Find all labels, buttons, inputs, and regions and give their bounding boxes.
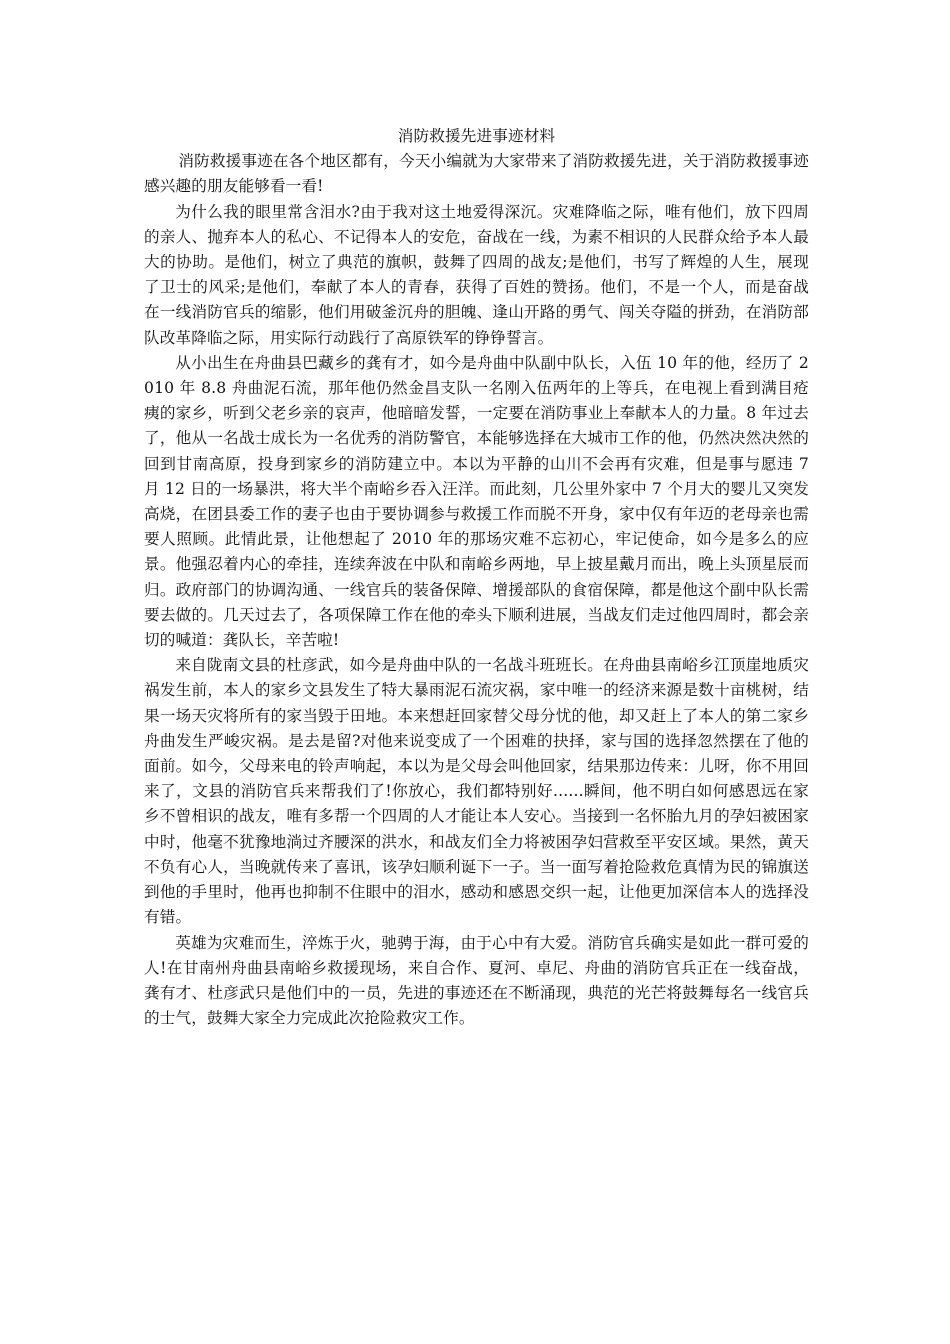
- paragraph-intro: 消防救援事迹在各个地区都有，今天小编就为大家带来了消防救援先进，关于消防救援事迹感兴趣的朋友能够看一看!: [144, 152, 809, 196]
- paragraph-why-tears: 为什么我的眼里常含泪水?由于我对这土地爱得深沉。灾难降临之际，唯有他们，放下四周的亲人、抛弃本人的私心、不记得本人的安危，奋战在一线，为素不相识的人民群众给予本人最大的协助。是他们，树立了典范的旗帜，鼓舞了四周的战友;是他们，书写了辉煌的人生，展现了卫士的风采;是他们，奉献了本人的青春，获得了百姓的赞扬。他们，不是一个人，而是奋战在一线消防官兵的缩影，他们用破釜沉舟的胆魄、逢山开路的勇气、闯关夺隘的拼劲，在消防部队改革降临之际，用实际行动践行了高原铁军的铮铮誓言。: [144, 202, 809, 347]
- document-title: 消防救援先进事迹材料: [397, 127, 556, 145]
- document-body: [144, 124, 809, 1031]
- paragraph-gong-youcai: 从小出生在舟曲县巴藏乡的龚有才，如今是舟曲中队副中队长，入伍 10 年的他，经历了 2010 年 8.8 舟曲泥石流，那年他仍然金昌支队一名刚入伍两年的上等兵，在电视上看到满目疮痍的家乡，听到父老乡亲的哀声，他暗暗发誓，一定要在消防事业上奉献本人的力量。8 年过去了，他从一名战士成长为一名优秀的消防警官，本能够选择在大城市工作的他，仍然决然决然的回到甘南高原，投身到家乡的消防建立中。本以为平静的山川不会再有灾难，但是事与愿违 7 月 12 日的一场暴洪，将大半个南峪乡吞入汪洋。而此刻，几公里外家中 7 个月大的婴儿又突发高烧，在团县委工作的妻子也由于要协调参与救援工作而脱不开身，家中仅有年迈的老母亲也需要人照顾。此情此景，让他想起了 2010 年的那场灾难不忘初心，牢记使命，如今是多么的应景。他强忍着内心的牵挂，连续奔波在中队和南峪乡两地，早上披星戴月而出，晚上头顶星辰而归。政府部门的协调沟通、一线官兵的装备保障、增援部队的食宿保障，都是他这个副中队长需要去做的。几天过去了，各项保障工作在他的牵头下顺利进展，当战友们走过他四周时，都会亲切的喊道：龚队长，辛苦啦!: [144, 353, 809, 650]
- paragraph-du-yanwu: 来自陇南文县的杜彦武，如今是舟曲中队的一名战斗班班长。在舟曲县南峪乡江顶崖地质灾祸发生前，本人的家乡文县发生了特大暴雨泥石流灾祸，家中唯一的经济来源是数十亩桃树，结果一场天灾将所有的家当毁于田地。本来想赶回家替父母分忧的他，却又赶上了本人的第二家乡舟曲发生严峻灾祸。是去是留?对他来说变成了一个困难的抉择，家与国的选择忽然摆在了他的面前。如今，父母来电的铃声响起，本以为是父母会叫他回家，结果那边传来：儿呀，你不用回来了，文县的消防官兵来帮我们了!你放心，我们都特别好......瞬间，他不明白如何感恩远在家乡不曾相识的战友，唯有多帮一个四周的人才能让本人安心。当接到一名怀胎九月的孕妇被困家中时，他毫不犹豫地淌过齐腰深的洪水，和战友们全力将被困孕妇营救至平安区域。果然，黄天不负有心人，当晚就传来了喜讯，该孕妇顺利诞下一子。当一面写着抢险救危真情为民的锦旗送到他的手里时，他再也抑制不住眼中的泪水，感动和感恩交织一起，让他更加深信本人的选择没有错。: [144, 656, 809, 927]
- paragraph-conclusion: 英雄为灾难而生，淬炼于火，驰骋于海，由于心中有大爱。消防官兵确实是如此一群可爱的人!在甘南州舟曲县南峪乡救援现场，来自合作、夏河、卓尼、舟曲的消防官兵正在一线奋战，龚有才、杜彦武只是他们中的一员，先进的事迹还在不断涌现，典范的光芒将鼓舞每名一线官兵的士气，鼓舞大家全力完成此次抢险救灾工作。: [144, 933, 809, 1028]
